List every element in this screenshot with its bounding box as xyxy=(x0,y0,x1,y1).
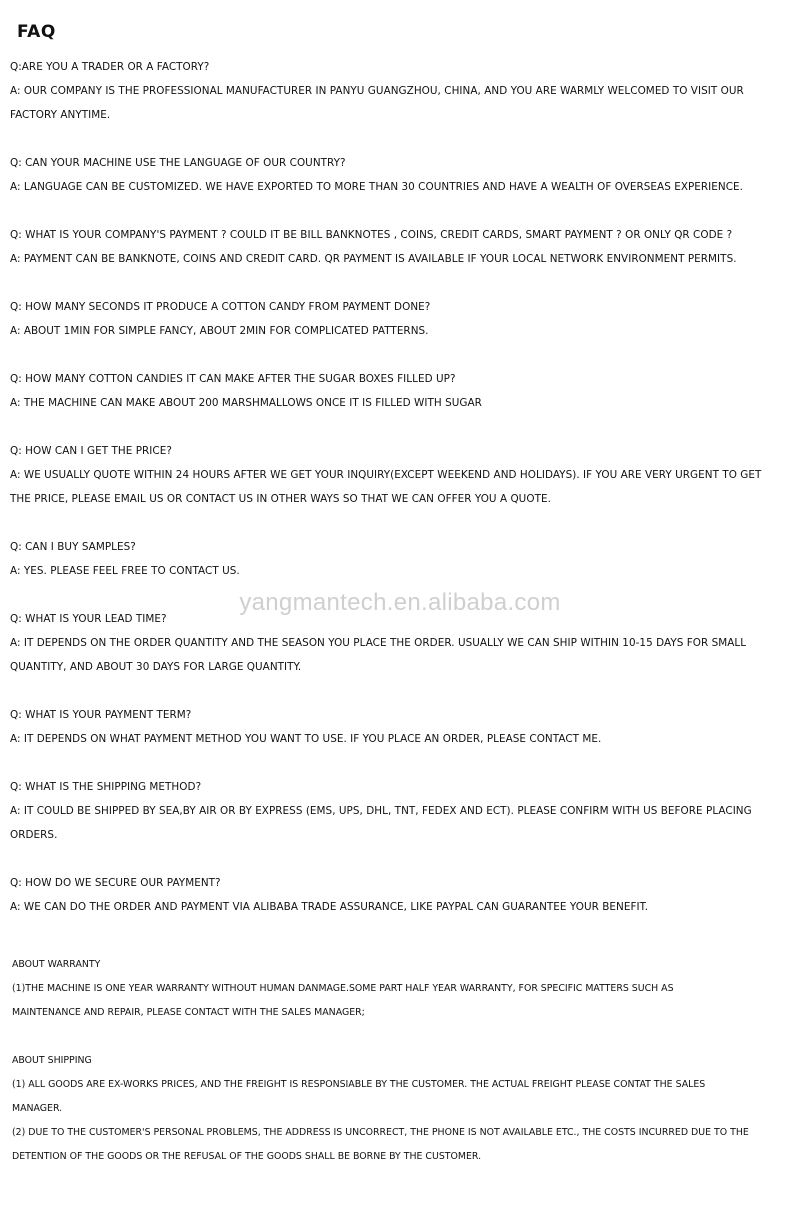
faq-question: Q: WHAT IS THE SHIPPING METHOD? xyxy=(10,781,202,793)
warranty-text: (1)THE MACHINE IS ONE YEAR WARRANTY WITHOUT HUMAN DANMAGE.SOME PART HALF YEAR WARRANTY, FOR SPECIFIC MATTERS SUCH AS xyxy=(12,983,674,994)
faq-answer: A: YES. PLEASE FEEL FREE TO CONTACT US. xyxy=(10,565,240,577)
shipping-text: (2) DUE TO THE CUSTOMER'S PERSONAL PROBLEMS, THE ADDRESS IS UNCORRECT, THE PHONE IS NOT AVAILABLE ETC., THE COSTS INCURRED DUE TO THE xyxy=(12,1127,749,1138)
faq-question: Q: WHAT IS YOUR PAYMENT TERM? xyxy=(10,709,192,721)
faq-question: Q: CAN YOUR MACHINE USE THE LANGUAGE OF OUR COUNTRY? xyxy=(10,157,346,169)
faq-answer: A: ABOUT 1MIN FOR SIMPLE FANCY, ABOUT 2MIN FOR COMPLICATED PATTERNS. xyxy=(10,325,429,337)
page-title: FAQ xyxy=(17,22,56,42)
faq-answer: A: LANGUAGE CAN BE CUSTOMIZED. WE HAVE EXPORTED TO MORE THAN 30 COUNTRIES AND HAVE A WEALTH OF OVERSEAS EXPERIENCE. xyxy=(10,181,744,193)
watermark: yangmantech.en.alibaba.com xyxy=(239,589,561,616)
faq-answer: THE PRICE, PLEASE EMAIL US OR CONTACT US IN OTHER WAYS SO THAT WE CAN OFFER YOU A QUOTE. xyxy=(10,493,551,505)
faq-question: Q: HOW DO WE SECURE OUR PAYMENT? xyxy=(10,877,221,889)
warranty-heading: ABOUT WARRANTY xyxy=(12,959,101,970)
warranty-text: MAINTENANCE AND REPAIR, PLEASE CONTACT WITH THE SALES MANAGER; xyxy=(12,1007,365,1018)
faq-question: Q: HOW MANY COTTON CANDIES IT CAN MAKE AFTER THE SUGAR BOXES FILLED UP? xyxy=(10,373,456,385)
shipping-heading: ABOUT SHIPPING xyxy=(12,1055,92,1066)
faq-question: Q: WHAT IS YOUR LEAD TIME? xyxy=(10,613,167,625)
faq-answer: A: PAYMENT CAN BE BANKNOTE, COINS AND CREDIT CARD. QR PAYMENT IS AVAILABLE IF YOUR LOCAL NETWORK ENVIRONMENT PERMITS. xyxy=(10,253,737,265)
faq-answer: QUANTITY, AND ABOUT 30 DAYS FOR LARGE QUANTITY. xyxy=(10,661,302,673)
faq-question: Q: WHAT IS YOUR COMPANY'S PAYMENT ? COULD IT BE BILL BANKNOTES , COINS, CREDIT CARDS, SMART PAYMENT ? OR ONLY QR CODE ? xyxy=(10,229,733,241)
faq-answer: A: WE CAN DO THE ORDER AND PAYMENT VIA ALIBABA TRADE ASSURANCE, LIKE PAYPAL CAN GUARANTEE YOUR BENEFIT. xyxy=(10,901,649,913)
faq-answer: ORDERS. xyxy=(10,829,58,841)
faq-question: Q:ARE YOU A TRADER OR A FACTORY? xyxy=(10,61,210,73)
faq-question: Q: CAN I BUY SAMPLES? xyxy=(10,541,136,553)
faq-answer: A: OUR COMPANY IS THE PROFESSIONAL MANUFACTURER IN PANYU GUANGZHOU, CHINA, AND YOU ARE WARMLY WELCOMED TO VISIT OUR xyxy=(10,85,744,97)
faq-answer: FACTORY ANYTIME. xyxy=(10,109,111,121)
shipping-text: (1) ALL GOODS ARE EX-WORKS PRICES, AND THE FREIGHT IS RESPONSIABLE BY THE CUSTOMER. THE ACTUAL FREIGHT PLEASE CONTAT THE SALES xyxy=(12,1079,706,1090)
faq-answer: A: IT COULD BE SHIPPED BY SEA,BY AIR OR BY EXPRESS (EMS, UPS, DHL, TNT, FEDEX AND ECT). PLEASE CONFIRM WITH US BEFORE PLACING xyxy=(10,805,752,817)
shipping-text: MANAGER. xyxy=(12,1103,63,1114)
faq-answer: A: THE MACHINE CAN MAKE ABOUT 200 MARSHMALLOWS ONCE IT IS FILLED WITH SUGAR xyxy=(10,397,482,409)
faq-question: Q: HOW MANY SECONDS IT PRODUCE A COTTON CANDY FROM PAYMENT DONE? xyxy=(10,301,431,313)
shipping-text: DETENTION OF THE GOODS OR THE REFUSAL OF THE GOODS SHALL BE BORNE BY THE CUSTOMER. xyxy=(12,1151,482,1162)
faq-answer: A: IT DEPENDS ON THE ORDER QUANTITY AND THE SEASON YOU PLACE THE ORDER. USUALLY WE CAN SHIP WITHIN 10-15 DAYS FOR SMALL xyxy=(10,637,747,649)
faq-answer: A: IT DEPENDS ON WHAT PAYMENT METHOD YOU WANT TO USE. IF YOU PLACE AN ORDER, PLEASE CONTACT ME. xyxy=(10,733,602,745)
faq-answer: A: WE USUALLY QUOTE WITHIN 24 HOURS AFTER WE GET YOUR INQUIRY(EXCEPT WEEKEND AND HOLIDAYS). IF YOU ARE VERY URGENT TO GET xyxy=(10,469,762,481)
faq-question: Q: HOW CAN I GET THE PRICE? xyxy=(10,445,172,457)
